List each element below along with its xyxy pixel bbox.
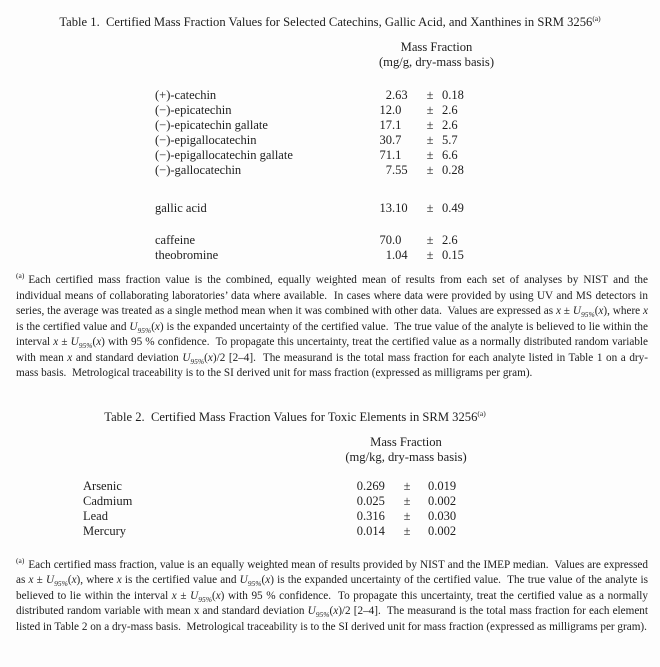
table1-footnote bbox=[16, 271, 651, 382]
table2-title-footnote-marker: (a) bbox=[477, 408, 486, 418]
uncertainty-value: 0.15 bbox=[442, 248, 464, 262]
analyte-name: (−)-epicatechin bbox=[155, 103, 232, 117]
analyte-name: (+)-catechin bbox=[155, 88, 217, 102]
analyte-name: (−)-epigallocatechin gallate bbox=[155, 148, 293, 162]
table-row bbox=[83, 494, 660, 509]
mass-fraction-value: 13 .10 bbox=[379, 201, 408, 215]
analyte-name: caffeine bbox=[155, 233, 196, 247]
plus-minus: ± bbox=[426, 88, 434, 102]
uncertainty-value: 0.49 bbox=[442, 201, 464, 215]
table-row bbox=[155, 103, 660, 118]
mass-fraction-value: 71 .1 bbox=[379, 148, 402, 162]
footnote-text: Each certified mass fraction value is the combined, equally weighted mean of results from each set of analyses by NIST and the individual means of collaborating laboratories’ data where available. In cases where data were provided by using UV and MS detectors in series, the average was treated as a single method mean when it was combined with other data. Values are expressed as $x \pm U_{95\%}(x)$, where x is the certified value and $U_{95\%}(x)$ is the expanded uncertainty of the certified value. The true value of the analyte is believed to lie within the interval $x \pm U_{95\%}(x)$ with 95 % confidence. To propagate this uncertainty, treat the certified value as a normally distributed random variable with mean x and standard deviation $U_{95\%}(x)/2$ [2–4]. The measurand is the total mass fraction for each analyte listed in Table 1 on a dry-mass basis. Metrological traceability is to the SI derived unit for mass fraction (expressed as milligrams per gram). bbox=[16, 274, 651, 379]
plus-minus: ± bbox=[426, 248, 434, 262]
table1-column-header bbox=[340, 40, 533, 70]
plus-minus: ± bbox=[403, 478, 411, 493]
mass-fraction-value: 12 .0 bbox=[379, 103, 402, 117]
table-row bbox=[83, 509, 660, 524]
mass-fraction-value: 30 .7 bbox=[379, 133, 402, 147]
table2-footnote bbox=[16, 555, 651, 636]
analyte-name: (−)-gallocatechin bbox=[155, 163, 242, 177]
plus-minus: ± bbox=[403, 508, 411, 523]
uncertainty-value: 0.18 bbox=[442, 88, 464, 102]
analyte-name: theobromine bbox=[155, 248, 219, 262]
footnote-marker: (a) bbox=[16, 271, 25, 281]
footnote-text: Each certified mass fraction, value is an equally weighted mean of results provided by NIST and the IMEP median. Values are expressed as $x \pm U_{95\%}(x)$, where x is the certified value and $U_{95\%}(x)$ is the expanded uncertainty of the certified value. The true value of the analyte is believed to lie within the interval $x \pm U_{95\%}(x)$ with 95 % confidence. To propagate this uncertainty, treat the certified value as a normally distributed random variable with mean x and standard deviation $U_{95\%}(x)/2$ [2–4]. The measurand is the total mass fraction for each element listed in Table 2 on a dry-mass basis. Metrological traceability is to the SI derived unit for mass fraction (expressed as milligrams per gram). bbox=[16, 558, 651, 633]
table-row bbox=[155, 133, 660, 148]
table-row bbox=[155, 88, 660, 103]
analyte-name: gallic acid bbox=[155, 201, 207, 215]
table-row bbox=[155, 233, 660, 248]
mass-fraction-value: 17 .1 bbox=[379, 118, 402, 132]
document-page bbox=[0, 14, 660, 635]
plus-minus: ± bbox=[426, 148, 434, 162]
table2-header-units: (mg/kg, dry-mass basis) bbox=[345, 449, 467, 464]
uncertainty-value: 5.7 bbox=[442, 133, 458, 147]
analyte-name: (−)-epigallocatechin bbox=[155, 133, 257, 147]
element-name: Mercury bbox=[83, 523, 127, 538]
mass-fraction-value: 0 .269 bbox=[356, 478, 385, 493]
mass-fraction-value: 7 .55 bbox=[385, 163, 408, 177]
table2-header-mass-fraction: Mass Fraction bbox=[370, 434, 442, 449]
mass-fraction-value: 0 .316 bbox=[356, 508, 385, 523]
plus-minus: ± bbox=[426, 163, 434, 177]
uncertainty-value: 0.28 bbox=[442, 163, 464, 177]
table-row bbox=[83, 479, 660, 494]
table1 bbox=[155, 88, 660, 263]
mass-fraction-value: 1 .04 bbox=[385, 248, 408, 262]
uncertainty-value: 0.019 bbox=[428, 478, 457, 493]
table2-column-header bbox=[310, 435, 502, 465]
table2-title-text: Table 2. Certified Mass Fraction Values for Toxic Elements in SRM 3256 bbox=[104, 409, 478, 424]
element-name: Cadmium bbox=[83, 493, 133, 508]
plus-minus: ± bbox=[426, 118, 434, 132]
element-name: Lead bbox=[83, 508, 108, 523]
plus-minus: ± bbox=[426, 133, 434, 147]
element-name: Arsenic bbox=[83, 478, 122, 493]
plus-minus: ± bbox=[403, 523, 411, 538]
uncertainty-value: 2.6 bbox=[442, 118, 458, 132]
uncertainty-value: 0.030 bbox=[428, 508, 457, 523]
table1-title-text: Table 1. Certified Mass Fraction Values for Selected Catechins, Gallic Acid, and Xanthines in SRM 3256 bbox=[59, 15, 593, 29]
table-row bbox=[155, 118, 660, 133]
mass-fraction-value: 0 .014 bbox=[356, 523, 385, 538]
table-row bbox=[83, 524, 660, 539]
table-row bbox=[155, 163, 660, 178]
table-row bbox=[155, 248, 660, 263]
mass-fraction-value: 70 .0 bbox=[379, 233, 402, 247]
plus-minus: ± bbox=[426, 201, 434, 215]
table2 bbox=[83, 479, 660, 539]
footnote-marker: (a) bbox=[16, 555, 25, 565]
uncertainty-value: 0.002 bbox=[428, 523, 457, 538]
plus-minus: ± bbox=[426, 233, 434, 247]
mass-fraction-value: 2 .63 bbox=[385, 88, 408, 102]
uncertainty-value: 0.002 bbox=[428, 493, 457, 508]
table-row bbox=[155, 201, 660, 216]
table1-title bbox=[0, 14, 660, 30]
plus-minus: ± bbox=[403, 493, 411, 508]
mass-fraction-value: 0 .025 bbox=[356, 493, 385, 508]
table1-header-mass-fraction: Mass Fraction bbox=[400, 40, 473, 54]
table-row bbox=[155, 148, 660, 163]
uncertainty-value: 2.6 bbox=[442, 103, 458, 117]
uncertainty-value: 6.6 bbox=[442, 148, 458, 162]
table2-title bbox=[0, 409, 590, 425]
analyte-name: (−)-epicatechin gallate bbox=[155, 118, 268, 132]
table1-header-units: (mg/g, dry-mass basis) bbox=[378, 55, 495, 69]
uncertainty-value: 2.6 bbox=[442, 233, 458, 247]
plus-minus: ± bbox=[426, 103, 434, 117]
table1-title-footnote-marker: (a) bbox=[592, 13, 601, 23]
